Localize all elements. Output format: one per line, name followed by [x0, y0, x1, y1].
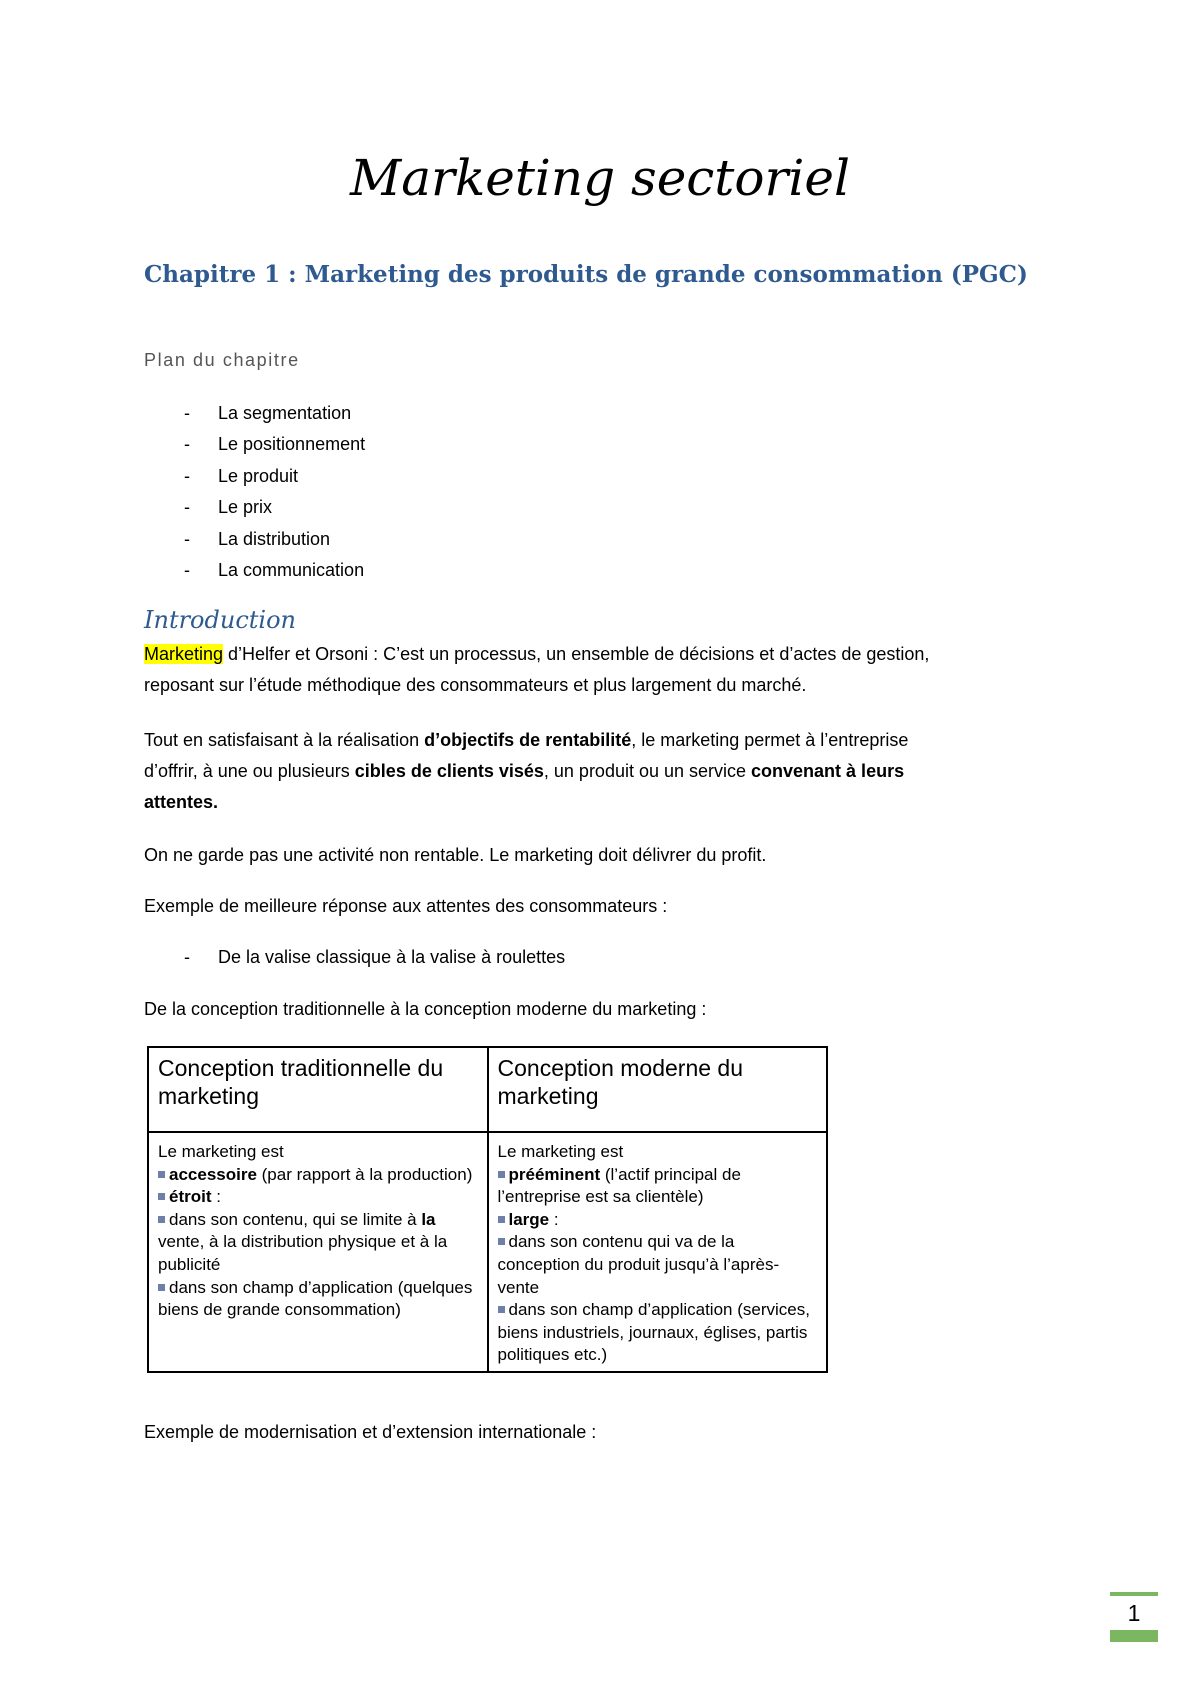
- footer-bar-top: [1110, 1592, 1158, 1596]
- plan-list: [144, 398, 365, 586]
- conception-paragraph: De la conception traditionnelle à la conception moderne du marketing :: [144, 999, 707, 1019]
- left-body-cell: Le marketing est accessoire (par rapport à la production) étroit : dans son contenu, qui se limite à la vente, à la distribution physique et à la publicité dans son champ d’application (quelques biens de grande consommation): [148, 1132, 488, 1372]
- right-body-cell: Le marketing est prééminent (l’actif principal de l’entreprise est sa clientèle) large : dans son contenu qui va de la conception du produit jusqu’à l’après-vente dans son champ d’application (services, biens industriels, journaux, églises, partis politiques etc.): [488, 1132, 828, 1372]
- example-bullet: - De la valise classique à la valise à roulettes: [144, 942, 565, 973]
- highlighted-term: Marketing: [144, 644, 224, 664]
- square-bullet-icon: [158, 1216, 165, 1223]
- left-header-cell: Conception traditionnelle du marketing: [148, 1047, 488, 1132]
- objectives-paragraph: Tout en satisfaisant à la réalisation d’objectifs de rentabilité, le marketing permet à l’entreprise d’offrir, à une ou plusieurs cibles de clients visés, un produit ou un service convenant à leurs attentes.: [144, 730, 909, 812]
- dash-marker: -: [184, 947, 190, 967]
- square-bullet-icon: [498, 1238, 505, 1245]
- modernisation-paragraph: Exemple de modernisation et d’extension internationale :: [144, 1422, 597, 1442]
- plan-item: - Le prix: [144, 492, 365, 523]
- square-bullet-icon: [158, 1171, 165, 1178]
- square-bullet-icon: [158, 1193, 165, 1200]
- example-paragraph: Exemple de meilleure réponse aux attentes des consommateurs :: [144, 896, 668, 916]
- plan-item: - Le positionnement: [144, 429, 365, 460]
- document-title: Marketing sectoriel: [350, 149, 850, 207]
- right-header-cell: Conception moderne du marketing: [488, 1047, 828, 1132]
- chapter-title: Chapitre 1 : Marketing des produits de grande consommation (PGC): [144, 261, 1028, 288]
- square-bullet-icon: [158, 1284, 165, 1291]
- dash-marker: -: [184, 497, 190, 518]
- square-bullet-icon: [498, 1306, 505, 1313]
- table-row: [148, 1132, 827, 1372]
- page-number: 1: [1127, 1600, 1141, 1626]
- dash-marker: -: [184, 528, 190, 549]
- plan-item: - Le produit: [144, 461, 365, 492]
- square-bullet-icon: [498, 1216, 505, 1223]
- footer-bar-bottom: [1110, 1630, 1158, 1642]
- introduction-heading: Introduction: [144, 606, 296, 634]
- dash-marker: -: [184, 434, 190, 455]
- table-header-row: [148, 1047, 827, 1132]
- plan-item: - La communication: [144, 555, 365, 586]
- dash-marker: -: [184, 559, 190, 580]
- dash-marker: -: [184, 403, 190, 423]
- plan-item: - La segmentation: [144, 398, 365, 429]
- dash-marker: -: [184, 465, 190, 486]
- page-number-footer: [1110, 1592, 1158, 1640]
- profit-paragraph: On ne garde pas une activité non rentable. Le marketing doit délivrer du profit.: [144, 845, 767, 865]
- plan-label: Plan du chapitre: [144, 350, 300, 370]
- definition-paragraph: Marketing d’Helfer et Orsoni : C’est un processus, un ensemble de décisions et d’actes de gestion, reposant sur l’étude méthodique des consommateurs et plus largement du marché.: [144, 644, 930, 695]
- comparison-table: [147, 1046, 828, 1373]
- plan-item: - La distribution: [144, 524, 365, 555]
- square-bullet-icon: [498, 1171, 505, 1178]
